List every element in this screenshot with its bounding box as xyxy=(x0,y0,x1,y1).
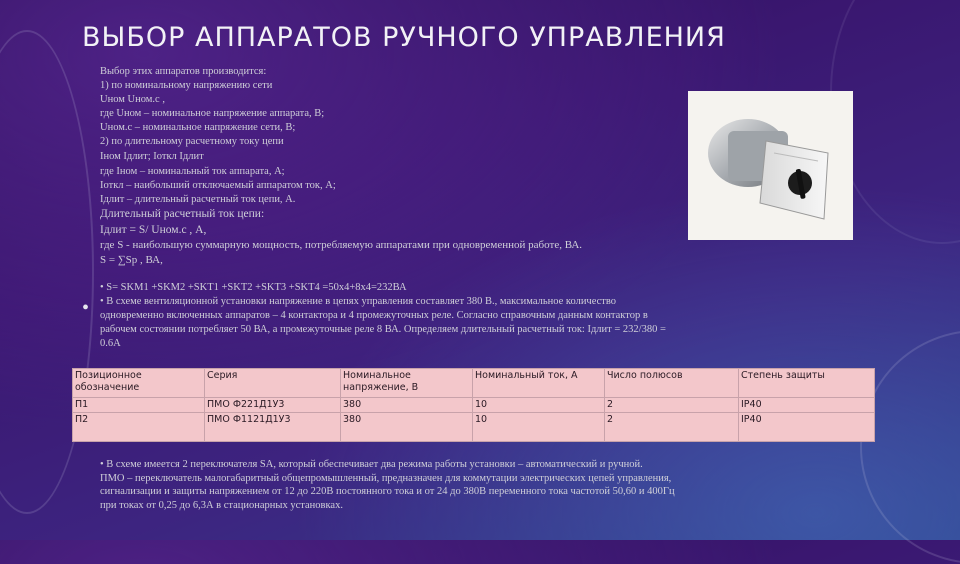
bottom-line: при токах от 0,25 до 6,3А в стационарных установках. xyxy=(100,499,343,511)
text-line: где S - наибольшую суммарную мощность, потребляемую аппаратами при одновременной работе, ВА. xyxy=(100,239,583,251)
table-header: Серия xyxy=(205,369,341,398)
table-header: Номинальное напряжение, В xyxy=(341,369,473,398)
table-header: Число полюсов xyxy=(605,369,739,398)
slide-title: ВЫБОР АППАРАТОВ РУЧНОГО УПРАВЛЕНИЯ xyxy=(82,22,726,53)
text-line: Uном Uном.с , xyxy=(100,94,165,105)
bullet-list xyxy=(100,281,666,351)
bullet-line: 0.6А xyxy=(100,338,121,349)
bottom-text xyxy=(100,458,675,512)
text-line: 2) по длительному расчетному току цепи xyxy=(100,136,284,147)
bullet-line: одновременно включенных аппаратов – 4 контактора и 4 промежуточных реле. Согласно справочным данным контактор в xyxy=(100,310,648,321)
table-cell: 2 xyxy=(605,398,739,413)
text-line: S = ∑Sр , ВА, xyxy=(100,254,163,266)
bottom-line: ПМО – переключатель малогабаритный общепромышленный, предназначен для коммутации электрических цепей управления, xyxy=(100,472,672,484)
text-line: Iоткл – наибольший отключаемый аппаратом ток, А; xyxy=(100,180,336,191)
table-cell: ПМО Ф1121Д1У3 xyxy=(205,413,341,442)
text-line: Iном Iдлит; Iоткл Iдлит xyxy=(100,151,204,162)
table-cell: IP40 xyxy=(739,398,875,413)
devices-table xyxy=(72,368,875,442)
table-header: Позиционное обозначение xyxy=(73,369,205,398)
table-cell: 10 xyxy=(473,398,605,413)
stray-bullet: • xyxy=(82,297,90,319)
table-header-row xyxy=(73,369,875,398)
bullet-line: • В схеме вентиляционной установки напряжение в цепях управления составляет 380 В., максимальное количество xyxy=(100,296,617,307)
bottom-line: сигнализации и защиты напряжением от 12 до 220В постоянного тока и от 24 до 380В переменного тока частотой 50,60 и 400Гц xyxy=(100,486,675,497)
bullet-line: • S= SKM1 +SKM2 +SKT1 +SKT2 +SKT3 +SKT4 =50х4+8х4=232ВА xyxy=(100,282,407,293)
table-cell: ПМО Ф221Д1У3 xyxy=(205,398,341,413)
table-cell: IP40 xyxy=(739,413,875,442)
text-line: Iдлит = S/ Uном.с , А, xyxy=(100,224,207,236)
table-row xyxy=(73,398,875,413)
text-line: 1) по номинальному напряжению сети xyxy=(100,80,273,91)
text-line: Iдлит – длительный расчетный ток цепи, А. xyxy=(100,194,296,205)
bullet-line: рабочем состоянии потребляет 50 ВА, а промежуточные реле 8 ВА. Определяем длительный расчетный ток: Iдлит = 232/380 = xyxy=(100,324,666,335)
table-cell: П2 xyxy=(73,413,205,442)
text-line: где Uном – номинальное напряжение аппарата, В; xyxy=(100,108,325,119)
table-cell: П1 xyxy=(73,398,205,413)
text-line: Выбор этих аппаратов производится: xyxy=(100,66,267,77)
decorative-arc-right xyxy=(860,330,960,564)
table-header: Номинальный ток, А xyxy=(473,369,605,398)
switch-photo xyxy=(688,91,853,240)
table-cell: 2 xyxy=(605,413,739,442)
text-line: Uном.с – номинальное напряжение сети, В; xyxy=(100,122,296,133)
text-line: Длительный расчетный ток цепи: xyxy=(100,208,265,220)
table-cell: 380 xyxy=(341,413,473,442)
table-header: Степень защиты xyxy=(739,369,875,398)
text-line: где Iном – номинальный ток аппарата, А; xyxy=(100,166,285,177)
table-cell: 380 xyxy=(341,398,473,413)
table-cell: 10 xyxy=(473,413,605,442)
bottom-line: • В схеме имеется 2 переключателя SA, который обеспечивает два режима работы установки – автоматический и ручной. xyxy=(100,459,643,470)
table-row xyxy=(73,413,875,442)
